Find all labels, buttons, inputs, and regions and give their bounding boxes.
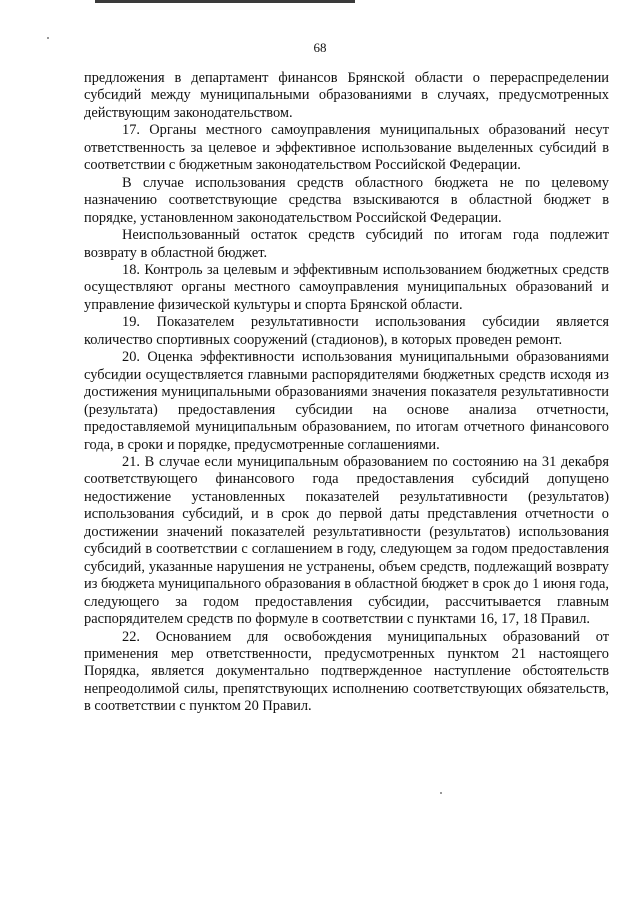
paragraph-17: 17. Органы местного самоуправления муниципальных образований несут ответственность за целевое и эффективное использование выделенных субсидий в соответствии с бюджетным законодательством Российской Федерации. <box>84 122 609 174</box>
document-body <box>84 70 609 716</box>
paragraph-21: 21. В случае если муниципальным образованием по состоянию на 31 декабря соответствующего финансового года предоставления субсидий допущено недостижение установленных показателей результативности (результатов) использования субсидий, и в срок до первой даты представления отчетности о достижении значений показателей результативности (результатов) использования субсидий в соответствии с соглашением в году, следующем за годом предоставления субсидий, указанные нарушения не устранены, объем средств, подлежащий возврату из бюджета муниципального образования в областной бюджет в срок до 1 июня года, следующего за годом предоставления субсидии, рассчитывается главным распорядителем средств по формуле в соответствии с пунктами 16, 17, 18 Правил. <box>84 453 609 628</box>
scan-speck <box>440 792 442 794</box>
paragraph-continuation: предложения в департамент финансов Брянской области о перераспределении субсидий между муниципальными образованиями в случаях, предусмотренных действующим законодательством. <box>84 70 609 121</box>
paragraph-19: 19. Показателем результативности использования субсидии является количество спортивных сооружений (стадионов), в которых проведен ремонт. <box>84 314 609 348</box>
paragraph-22: 22. Основанием для освобождения муниципальных образований от применения мер ответственности, предусмотренных пунктом 21 настоящего Порядка, является документально подтвержденное наступление обстоятельств непреодолимой силы, препятствующих исполнению соответствующих обязательств, в соответствии с пунктом 20 Правил. <box>84 628 609 715</box>
scan-speck <box>47 37 49 39</box>
paragraph-unused-balance: Неиспользованный остаток средств субсидий по итогам года подлежит возврату в областной бюджет. <box>84 227 609 261</box>
scan-edge-line <box>95 0 355 3</box>
page-number: 68 <box>313 40 327 55</box>
paragraph-misuse: В случае использования средств областного бюджета не по целевому назначению соответствующие средства взыскиваются в областной бюджет в порядке, установленном законодательством Российской Федерации. <box>84 174 609 226</box>
paragraph-18: 18. Контроль за целевым и эффективным использованием бюджетных средств осуществляют органы местного самоуправления муниципальных образований и управление физической культуры и спорта Брянской области. <box>84 261 609 313</box>
paragraph-20: 20. Оценка эффективности использования муниципальными образованиями субсидии осуществляется главными распорядителями бюджетных средств исходя из достижения муниципальными образованиями значения показателя результативности (результата) предоставления субсидии на основе анализа отчетности, предоставляемой муниципальным образованием, по итогам отчетного финансового года, в сроки и порядке, предусмотренные соглашениями. <box>84 349 609 453</box>
